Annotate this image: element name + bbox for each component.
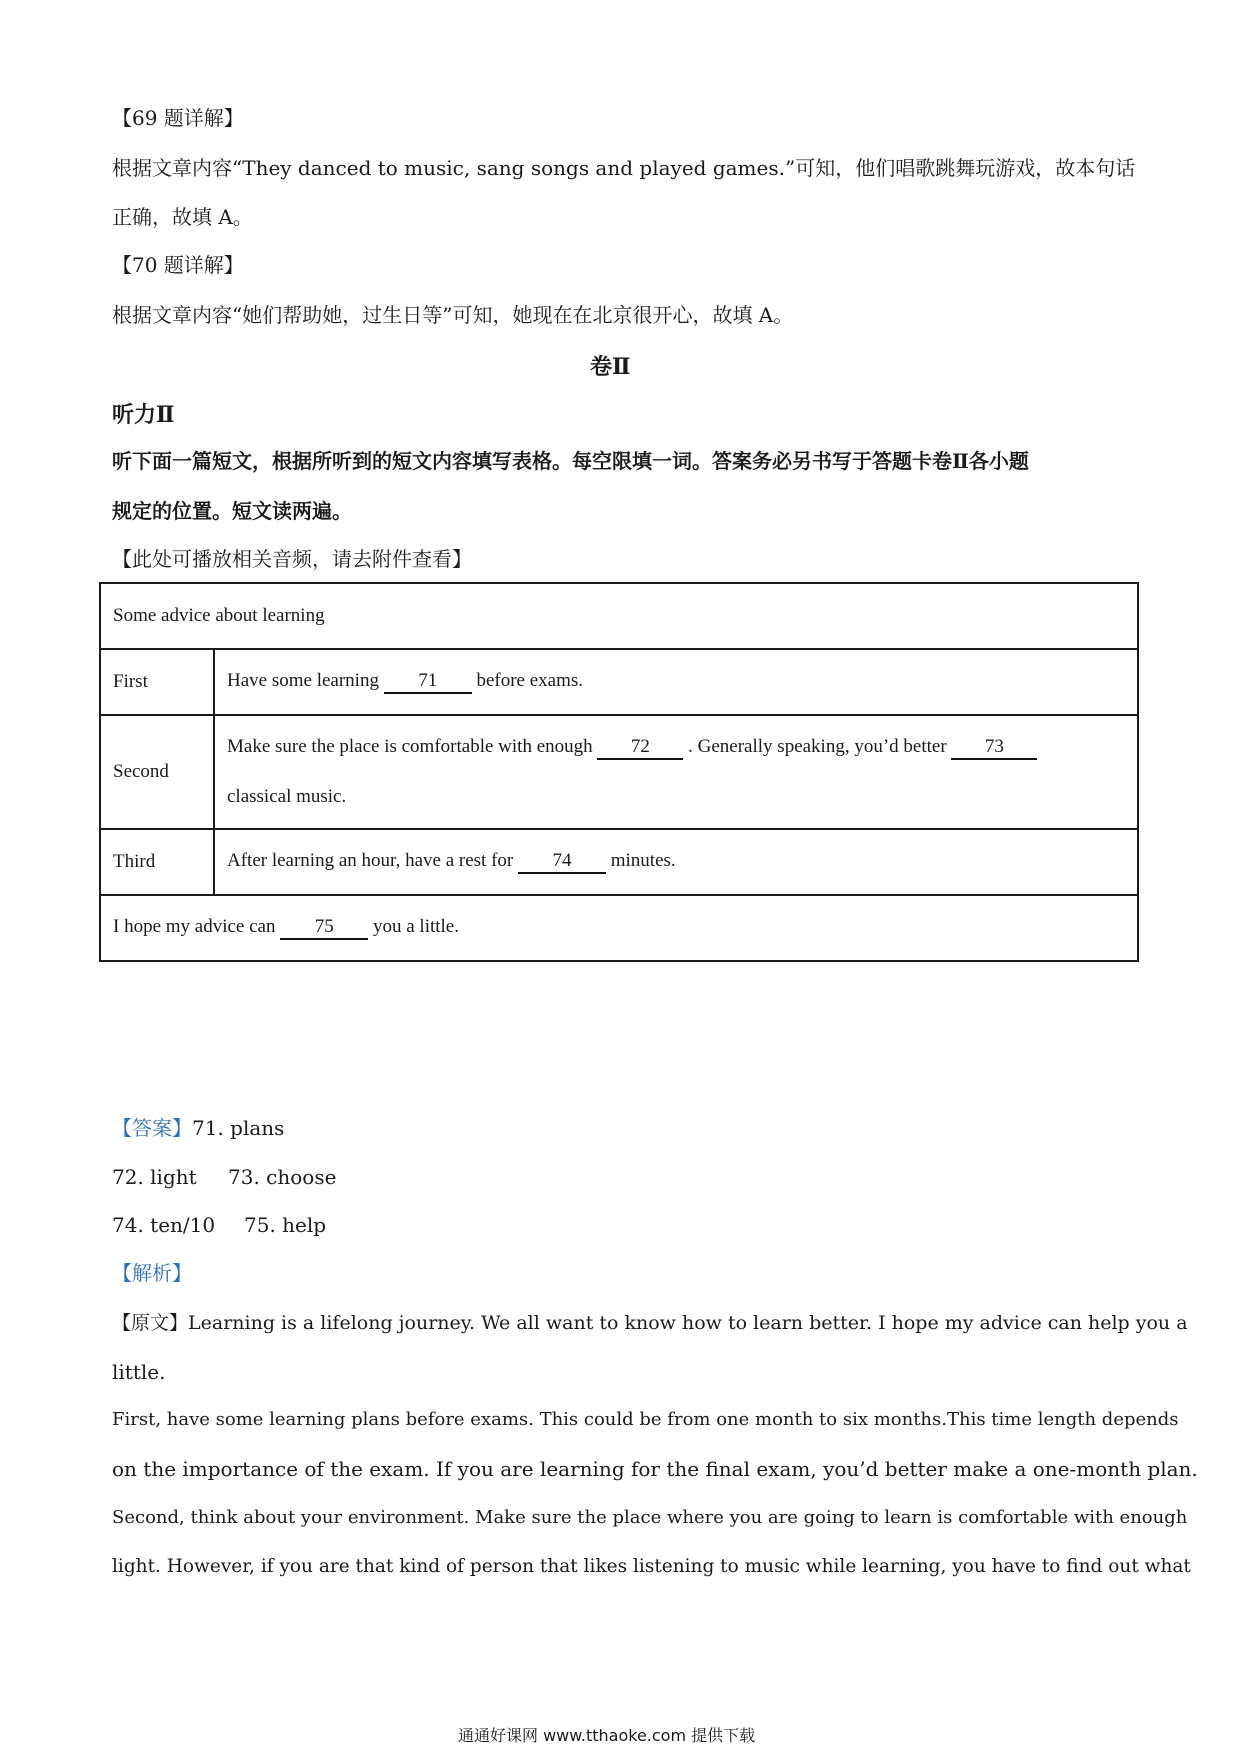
original-line4: on the importance of the exam. If you are learning for the final exam, you’d better make a one-month plan. (112, 1457, 1198, 1481)
blank-74: 74 (518, 850, 606, 874)
row3-text-b: minutes. (610, 850, 676, 871)
section-title: 卷Ⅱ (590, 354, 631, 380)
q70-heading: 【70 题详解】 (112, 253, 244, 277)
blank-71: 71 (384, 670, 472, 694)
row-content-second (214, 715, 1138, 829)
original-line1 (112, 1309, 1188, 1337)
footer-text-a: I hope my advice can (113, 916, 276, 937)
page-footer: 通通好课网 www.tthaoke.com 提供下载 (458, 1726, 756, 1745)
original-line6: light. However, if you are that kind of person that likes listening to music while learning, you have to find out what (112, 1556, 1191, 1577)
analysis-label: 【解析】 (112, 1261, 192, 1285)
original-line2: little. (112, 1360, 166, 1384)
answer-75: 75. help (244, 1213, 327, 1237)
q70-explanation-line1: 根据文章内容“她们帮助她，过生日等”可知，她现在在北京很开心，故填 A。 (112, 303, 794, 327)
answer-72: 72. light (112, 1165, 197, 1189)
original-line5: Second, think about your environment. Make sure the place where you are going to learn is comfortable with enough (112, 1507, 1188, 1528)
answer-71: 71. plans (192, 1116, 285, 1140)
table-header-row (100, 583, 1138, 649)
table-row (100, 649, 1138, 715)
row-label-second: Second (100, 715, 214, 829)
row2-text-c: classical music. (227, 786, 347, 807)
original-text-1: Learning is a lifelong journey. We all want to know how to learn better. I hope my advice can help you a (188, 1312, 1188, 1334)
table-header: Some advice about learning (100, 583, 1138, 649)
table-row (100, 829, 1138, 895)
instruction-line1: 听下面一篇短文，根据所听到的短文内容填写表格。每空限填一词。答案务必另书写于答题卡卷Ⅱ各小题 (112, 449, 1029, 473)
row-label-first: First (100, 649, 214, 715)
blank-75: 75 (280, 916, 368, 940)
row1-text-a: Have some learning (227, 670, 379, 691)
answer-line1 (112, 1114, 284, 1142)
q69-explanation-line2: 正确，故填 A。 (112, 205, 253, 229)
blank-73: 73 (951, 736, 1037, 760)
instruction-line2: 规定的位置。短文读两遍。 (112, 499, 352, 523)
table-row (100, 715, 1138, 829)
row-label-third: Third (100, 829, 214, 895)
row2-text-a: Make sure the place is comfortable with enough (227, 736, 593, 757)
answer-label: 【答案】 (112, 1116, 192, 1140)
q69-heading: 【69 题详解】 (112, 106, 244, 130)
row3-text-a: After learning an hour, have a rest for (227, 850, 514, 871)
listening-title: 听力Ⅱ (112, 402, 175, 428)
q69-explanation-line1: 根据文章内容“They danced to music, sang songs and played games.”可知，他们唱歌跳舞玩游戏，故本句话 (112, 156, 1136, 180)
answer-73: 73. choose (228, 1165, 337, 1189)
original-label: 【原文】 (112, 1312, 189, 1334)
row-content-third (214, 829, 1138, 895)
answer-74: 74. ten/10 (112, 1213, 216, 1237)
table-footer-row (100, 895, 1138, 961)
row1-text-b: before exams. (476, 670, 584, 691)
audio-note: 【此处可播放相关音频，请去附件查看】 (112, 547, 472, 571)
original-line3: First, have some learning plans before exams. This could be from one month to six months.This time length depends (112, 1409, 1179, 1430)
table-footer (100, 895, 1138, 961)
advice-table (99, 582, 1139, 962)
row-content-first (214, 649, 1138, 715)
footer-text-b: you a little. (372, 916, 459, 937)
blank-72: 72 (597, 736, 683, 760)
row2-text-b: . Generally speaking, you’d better (688, 736, 947, 757)
